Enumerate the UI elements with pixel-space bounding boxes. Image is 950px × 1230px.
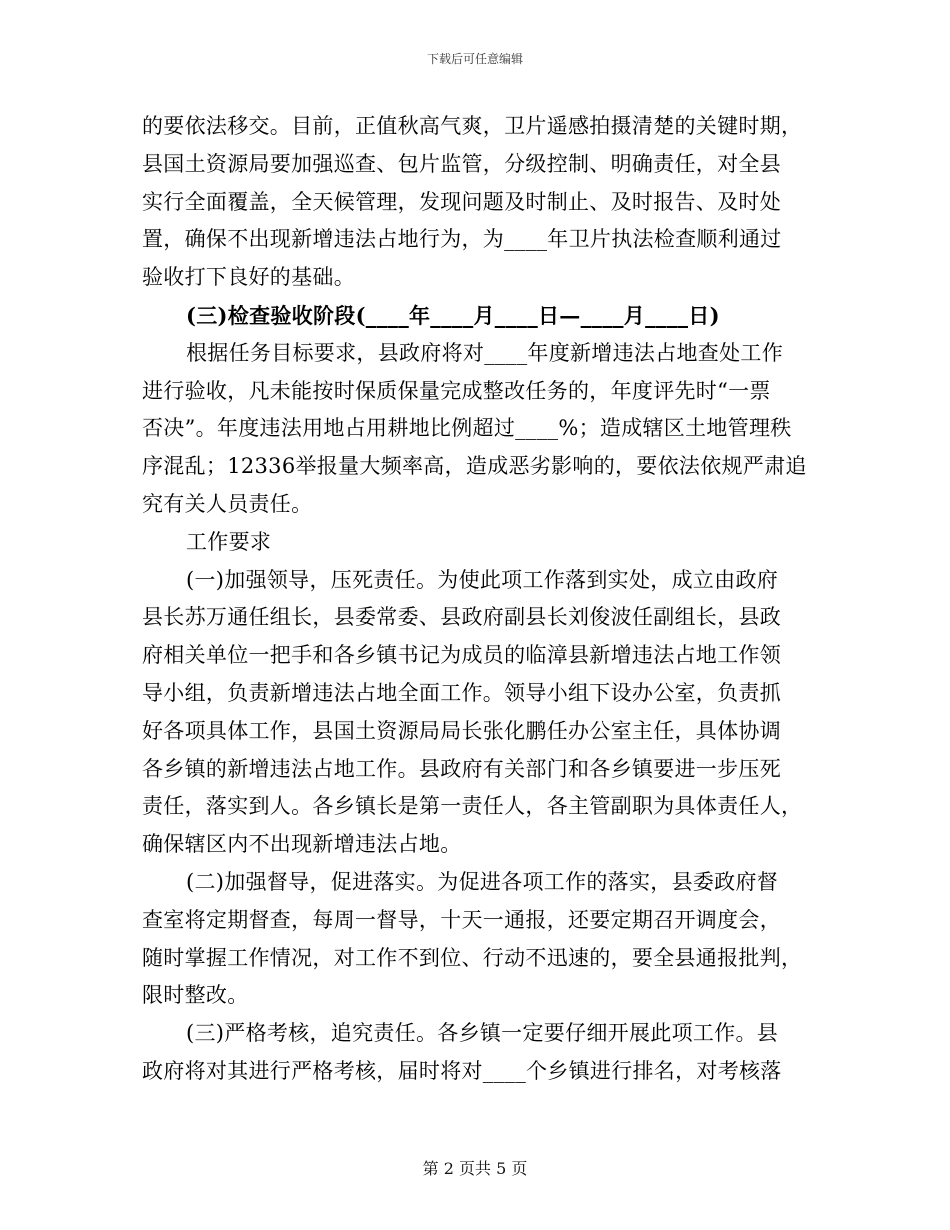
document-body <box>142 108 807 1091</box>
text-line: 各乡镇的新增违法占地工作。县政府有关部门和各乡镇要进一步压死 <box>142 756 781 781</box>
text-line: 实行全面覆盖，全天候管理，发现问题及时制止、及时报告、及时处 <box>142 189 781 214</box>
text-line: 确保辖区内不出现新增违法占地。 <box>142 832 462 857</box>
text-line: 工作要求 <box>186 529 272 554</box>
text-line: 好各项具体工作，县国土资源局局长张化鹏任办公室主任，具体协调 <box>142 718 781 743</box>
text-line: 责任，落实到人。各乡镇长是第一责任人，各主管副职为具体责任人， <box>142 794 803 819</box>
text-line: 进行验收，凡未能按时保质保量完成整改任务的，年度评先时“一票 <box>142 378 771 403</box>
text-line: 置，确保不出现新增违法占地行为，为____年卫片执法检查顺利通过 <box>142 227 782 252</box>
text-line: (二)加强督导，促进落实。为促进各项工作的落实，县委政府督 <box>186 869 779 894</box>
section-heading-line: (三)检查验收阶段(____年____月____日—____月____日) <box>186 302 720 328</box>
text-line: 政府将对其进行严格考核，届时将对____个乡镇进行排名，对考核落 <box>142 1058 782 1083</box>
text-line: 究有关人员责任。 <box>142 491 313 516</box>
text-line: 县国土资源局要加强巡查、包片监管，分级控制、明确责任，对全县 <box>142 151 781 176</box>
page-header: 下载后可任意编辑 <box>426 52 523 66</box>
text-line: 序混乱；12336举报量大频率高，造成恶劣影响的，要依法依规严肃追 <box>142 454 807 479</box>
text-line: 根据任务目标要求，县政府将对____年度新增违法占地查处工作 <box>186 340 783 365</box>
text-line: 限时整改。 <box>142 983 249 1008</box>
text-line: 府相关单位一把手和各乡镇书记为成员的临漳县新增违法占地工作领 <box>142 643 781 668</box>
text-line: 随时掌握工作情况，对工作不到位、行动不迅速的，要全县通报批判， <box>142 945 803 970</box>
text-line: 县长苏万通任组长，县委常委、县政府副县长刘俊波任副组长，县政 <box>142 605 781 630</box>
text-line: (三)严格考核，追究责任。各乡镇一定要仔细开展此项工作。县 <box>186 1021 779 1046</box>
text-line: (一)加强领导，压死责任。为使此项工作落到实处，成立由政府 <box>186 567 779 592</box>
page-footer: 第 2 页共 5 页 <box>422 1159 528 1178</box>
text-line: 的要依法移交。目前，正值秋高气爽，卫片遥感拍摄清楚的关键时期， <box>142 114 803 138</box>
text-line: 查室将定期督查，每周一督导，十天一通报，还要定期召开调度会， <box>142 907 781 932</box>
text-line: 验收打下良好的基础。 <box>142 265 355 290</box>
text-line: 否决”。年度违法用地占用耕地比例超过____%；造成辖区土地管理秩 <box>142 416 792 441</box>
text-line: 导小组，负责新增违法占地全面工作。领导小组下设办公室，负责抓 <box>142 680 781 705</box>
